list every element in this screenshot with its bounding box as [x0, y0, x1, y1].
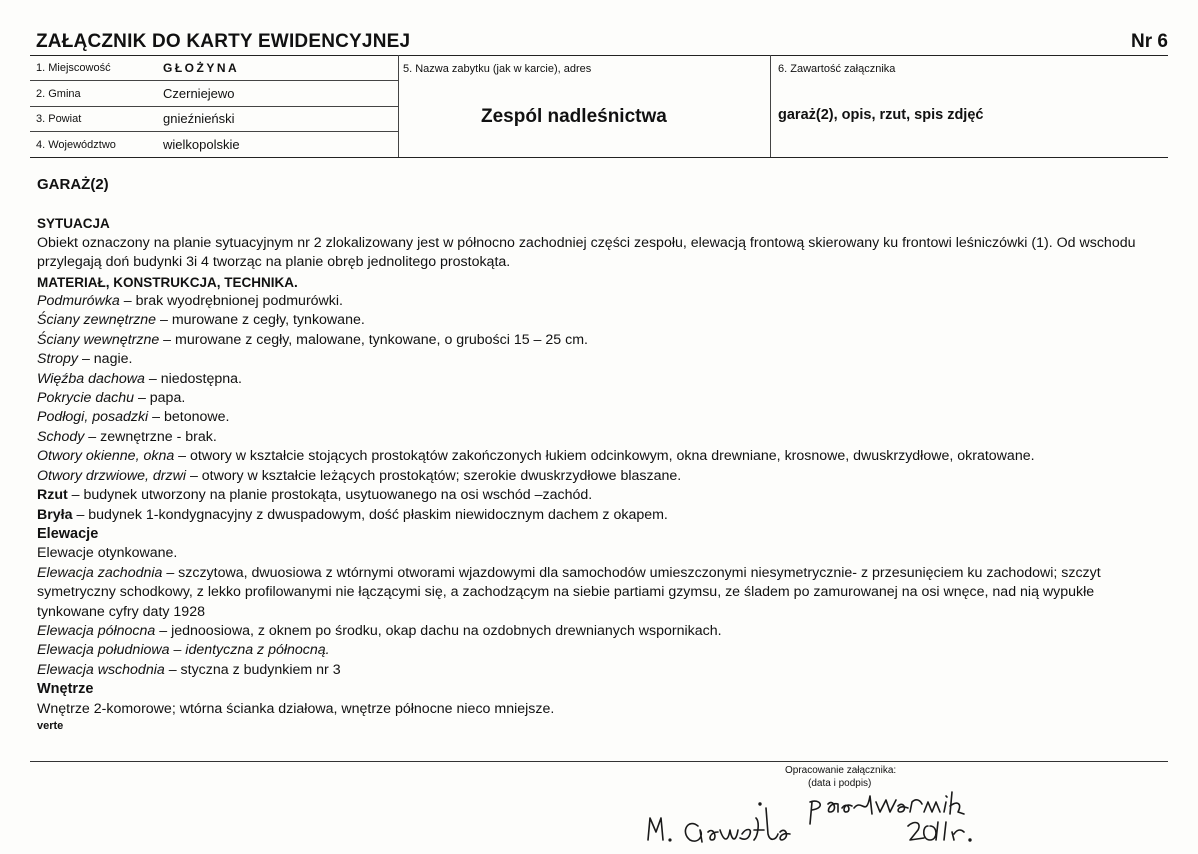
- item-sciany-zewnetrzne: [37, 311, 1165, 330]
- paragraph-elewacje-intro: Elewacje otynkowane.: [37, 545, 178, 562]
- item-label: Otwory drzwiowe, drzwi: [37, 467, 186, 484]
- header-table: [30, 55, 1168, 157]
- item-stropy: [37, 350, 1165, 369]
- item-label: Podmurówka: [37, 293, 120, 310]
- value-powiat: gnieźnieński: [163, 111, 235, 126]
- item-label: Stropy: [37, 351, 79, 368]
- item-rzut: [37, 486, 1165, 505]
- section-heading-material: MATERIAŁ, KONSTRUKCJA, TECHNIKA.: [37, 274, 298, 290]
- item-label: Więźba dachowa: [37, 370, 145, 387]
- item-wiezba: [37, 370, 1165, 389]
- item-text: – zewnętrzne - brak.: [84, 428, 217, 445]
- label-miejscowosc: 1. Miejscowość: [36, 62, 111, 74]
- label-powiat: 3. Powiat: [36, 113, 82, 125]
- item-label: Elewacja południowa: [37, 642, 170, 659]
- label-wojewodztwo: 4. Województwo: [36, 139, 116, 151]
- section-heading-elewacje: Elewacje: [37, 525, 99, 542]
- label-gmina: 2. Gmina: [36, 88, 81, 100]
- row-powiat: [30, 106, 398, 132]
- item-text: – murowane z cegły, tynkowane.: [156, 312, 365, 329]
- item-label: Podłogi, posadzki: [37, 409, 149, 426]
- item-elewacja-zachodnia: [37, 564, 1165, 622]
- section-heading-sytuacja: SYTUACJA: [37, 216, 110, 232]
- item-pokrycie: [37, 389, 1165, 408]
- row-gmina: [30, 81, 398, 107]
- item-label: Schody: [37, 428, 85, 445]
- item-text: – jednoosiowa, z oknem po środku, okap dachu na ozdobnych drewnianych wspornikach.: [155, 622, 722, 639]
- item-schody: [37, 428, 1165, 447]
- paragraph-sytuacja: Obiekt oznaczony na planie sytuacyjnym nr 2 zlokalizowany jest w północno zachodniej części zespołu, elewacją frontową skierowany ku frontowi leśniczówki (1). Od wschodu przylegają doń budynki 3i 4 tworząc na planie obręb jednolitego prostokąta.: [37, 234, 1136, 271]
- item-drzwi: [37, 467, 1165, 486]
- item-okna: [37, 447, 1165, 466]
- value-zawartosc: garaż(2), opis, rzut, spis zdjęć: [778, 107, 984, 123]
- item-podmurowka: [37, 292, 1165, 311]
- item-text: – budynek 1-kondygnacyjny z dwuspadowym, dość płaskim niewidocznym dachem z okapem.: [72, 506, 668, 523]
- item-label: Elewacja zachodnia: [37, 564, 163, 581]
- object-heading: GARAŻ(2): [37, 176, 109, 193]
- section-heading-wnetrze: Wnętrze: [37, 681, 94, 698]
- item-label: Rzut: [37, 487, 68, 504]
- item-text: – identyczna z północną.: [169, 642, 330, 659]
- value-nazwa: Zespól nadleśnictwa: [481, 106, 667, 127]
- value-miejscowosc: GŁOŻYNA: [163, 61, 240, 75]
- divider: [30, 157, 1168, 158]
- document-body: [37, 175, 1165, 733]
- item-elewacja-polnocna: [37, 622, 1165, 641]
- divider: [30, 761, 1168, 762]
- item-text: – papa.: [134, 390, 186, 407]
- paragraph-wnetrze: Wnętrze 2-komorowe; wtórna ścianka działowa, wnętrze północne nieco mniejsze.: [37, 700, 555, 717]
- value-gmina: Czerniejewo: [163, 86, 235, 101]
- item-text: – otwory w kształcie leżących prostokątów; szerokie dwuskrzydłowe blaszane.: [186, 467, 682, 484]
- verte-note: verte: [37, 719, 64, 732]
- item-label: Otwory okienne, okna: [37, 448, 175, 465]
- item-label: Bryła: [37, 506, 73, 523]
- document-number: Nr 6: [1131, 31, 1168, 52]
- item-text: – styczna z budynkiem nr 3: [164, 661, 341, 678]
- item-label: Elewacja północna: [37, 622, 156, 639]
- item-text: – niedostępna.: [144, 370, 242, 387]
- item-label: Elewacja wschodnia: [37, 661, 165, 678]
- value-wojewodztwo: wielkopolskie: [163, 137, 240, 152]
- item-text: – murowane z cegły, malowane, tynkowane, o grubości 15 – 25 cm.: [159, 331, 588, 348]
- item-bryla: [37, 506, 1165, 525]
- label-zawartosc: 6. Zawartość załącznika: [778, 63, 896, 75]
- item-sciany-wewnetrzne: [37, 331, 1165, 350]
- column-divider: [770, 55, 771, 157]
- footer-opracowanie: Opracowanie załącznika:: [785, 765, 897, 776]
- column-divider: [398, 55, 399, 157]
- item-text: – szczytowa, dwuosiowa z wtórnymi otworami wjazdowymi dla samochodów umieszczonymi niesymetrycznie- z przesunięciem ku zachodowi; szczyt symetryczny schodkowy, z lekko profilowanymi nie łączącymi się, a zachodzącym na siebie partiami gzymsu, ze śladem po zamurowanej na osi wnęce, nad nią wypukłe tynkowane cyfry daty 1928: [37, 564, 1101, 620]
- item-elewacja-poludniowa: [37, 641, 1165, 660]
- item-podlogi: [37, 408, 1165, 427]
- row-wojewodztwo: [30, 132, 398, 157]
- handwritten-signature: [640, 782, 1010, 846]
- item-text: – betonowe.: [148, 409, 230, 426]
- item-text: – budynek utworzony na planie prostokąta, usytuowanego na osi wschód –zachód.: [67, 487, 593, 504]
- item-text: – brak wyodrębnionej podmurówki.: [119, 293, 343, 310]
- row-miejscowosc: [30, 55, 398, 81]
- item-elewacja-wschodnia: [37, 661, 1165, 680]
- document-title: ZAŁĄCZNIK DO KARTY EWIDENCYJNEJ: [36, 31, 411, 52]
- item-label: Ściany zewnętrzne: [37, 312, 157, 329]
- item-label: Ściany wewnętrzne: [37, 331, 160, 348]
- item-text: – nagie.: [78, 351, 133, 368]
- label-nazwa: 5. Nazwa zabytku (jak w karcie), adres: [403, 63, 592, 75]
- item-text: – otwory w kształcie stojących prostokątów zakończonych łukiem odcinkowym, okna drewniane, krosnowe, dwuskrzydłowe, okratowane.: [174, 448, 1035, 465]
- footer-data-podpis: (data i podpis): [808, 778, 872, 789]
- item-label: Pokrycie dachu: [37, 390, 134, 407]
